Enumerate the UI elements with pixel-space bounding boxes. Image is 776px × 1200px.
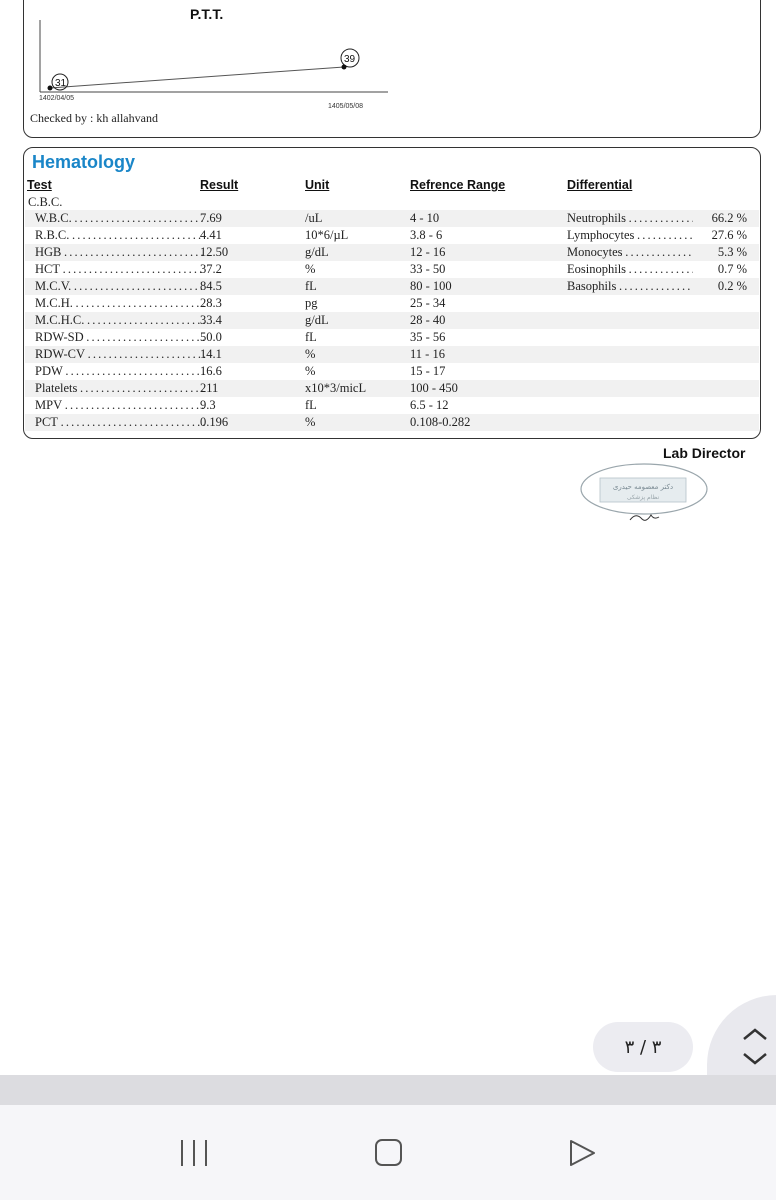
col-header-test: Test [27,178,52,192]
ptt-series-line [50,67,344,88]
test-reference-range: 15 - 17 [410,364,446,378]
col-header-unit: Unit [305,178,330,192]
table-row [25,210,759,227]
stamp-line-2: نظام پزشکی [626,494,660,501]
back-icon[interactable] [567,1137,599,1169]
test-reference-range: 100 - 450 [410,381,458,395]
differential-value: 5.3 % [717,245,747,259]
differential-value: 0.2 % [717,279,747,293]
test-name: PDW . . . [35,364,205,379]
test-result: 12.50 [200,245,229,259]
test-reference-range: 25 - 34 [410,296,446,310]
signature-mark [630,515,659,520]
test-result: 7.69 [200,211,222,225]
col-header-differential: Differential [567,178,633,192]
scroll-chevrons [737,1023,773,1073]
test-name: Platelets . . . [35,381,205,396]
test-unit: % [305,415,316,429]
page-indicator[interactable] [593,1022,693,1072]
table-row [25,295,759,312]
table-row [25,397,759,414]
checked-by: Checked by : kh allahvand [30,111,158,125]
test-name: PCT . . . [35,415,205,430]
differential-value: 27.6 % [711,228,747,242]
test-unit: % [305,347,316,361]
test-reference-range: 35 - 56 [410,330,446,344]
test-unit: fL [305,330,317,344]
chevron-down-icon [744,1054,766,1063]
lab-director-label: Lab Director [663,445,746,461]
col-header-result: Result [200,178,239,192]
viewer-bottom-band [0,1075,776,1105]
ptt-point-1-dot [48,86,53,91]
test-unit: /uL [305,211,323,225]
page-indicator-label: ۳ / ۳ [624,1036,662,1058]
hematology-title: Hematology [32,152,136,172]
test-result: 211 [200,381,219,395]
test-reference-range: 28 - 40 [410,313,446,327]
differential-name: Lymphocytes . . . [567,228,693,243]
test-unit: % [305,262,316,276]
test-reference-range: 12 - 16 [410,245,446,259]
test-result: 50.0 [200,330,222,344]
ptt-chart [30,18,410,110]
test-reference-range: 0.108-0.282 [410,415,471,429]
table-row [25,312,759,329]
table-row [25,261,759,278]
test-result: 28.3 [200,296,222,310]
test-unit: pg [305,296,318,310]
test-unit: g/dL [305,313,329,327]
col-header-range: Refrence Range [410,178,506,192]
test-reference-range: 6.5 - 12 [410,398,449,412]
test-name: R.B.C. . . . [35,228,205,243]
test-name: M.C.H. . . . [35,296,205,311]
test-result: 14.1 [200,347,222,361]
table-row [25,227,759,244]
table-row [25,346,759,363]
test-unit: g/dL [305,245,329,259]
recent-apps-icon[interactable] [178,1137,210,1169]
test-name: HCT . . . [35,262,205,277]
differential-value: 66.2 % [711,211,747,225]
test-result: 37.2 [200,262,222,276]
ptt-x-tick-2: 1405/05/08 [328,103,364,110]
table-row [25,244,759,261]
test-name: MPV . . . [35,398,205,413]
test-unit: % [305,364,316,378]
differential-name: Eosinophils . . . [567,262,693,277]
table-row [25,363,759,380]
test-name: W.B.C. . . . [35,211,205,226]
test-name: RDW-CV . . . [35,347,205,362]
test-unit: fL [305,398,317,412]
test-name: HGB . . . [35,245,205,260]
chevron-up-icon [744,1030,766,1039]
test-unit: x10*3/micL [305,381,367,395]
ptt-title: P.T.T. [190,6,224,22]
test-reference-range: 33 - 50 [410,262,446,276]
director-stamp [578,462,713,530]
test-reference-range: 11 - 16 [410,347,445,361]
ptt-point-2-label: 39 [344,54,356,65]
table-row [25,380,759,397]
test-result: 9.3 [200,398,216,412]
differential-name: Neutrophils . . . [567,211,693,226]
test-result: 4.41 [200,228,222,242]
test-result: 33.4 [200,313,222,327]
table-row [25,414,759,431]
test-result: 16.6 [200,364,222,378]
test-result: 84.5 [200,279,222,293]
test-name: M.C.V. . . . [35,279,205,294]
test-reference-range: 3.8 - 6 [410,228,443,242]
test-unit: 10*6/µL [305,228,349,242]
ptt-point-1-label: 31 [55,78,67,89]
test-unit: fL [305,279,317,293]
test-name: RDW-SD . . . [35,330,205,345]
test-reference-range: 80 - 100 [410,279,452,293]
table-row [25,329,759,346]
test-reference-range: 4 - 10 [410,211,440,225]
test-result: 0.196 [200,415,229,429]
home-icon[interactable] [373,1137,405,1169]
differential-value: 0.7 % [717,262,747,276]
differential-name: Basophils . . . [567,279,693,294]
group-label: C.B.C. [28,195,63,209]
test-name: M.C.H.C. . . . [35,313,205,328]
ptt-x-tick-1: 1402/04/05 [39,95,75,102]
stamp-line-1: دکتر معصومه حیدری [612,483,674,491]
differential-name: Monocytes . . . [567,245,693,260]
table-row [25,278,759,295]
ptt-point-2-dot [342,65,347,70]
